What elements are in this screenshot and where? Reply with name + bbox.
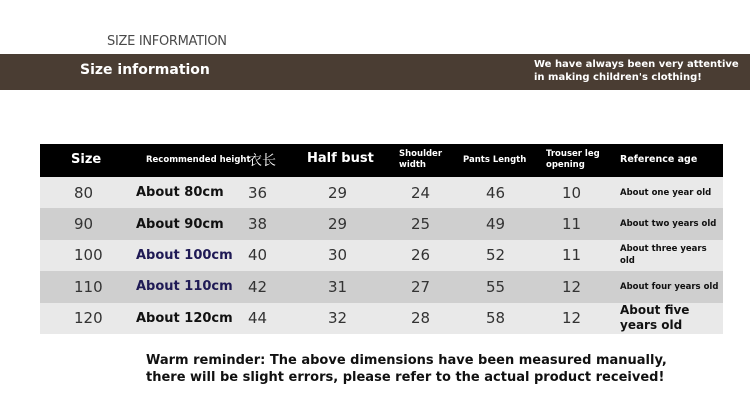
table-row [40,208,723,239]
cell-size: 80 [74,183,94,202]
header-shoulder-line-1: Shoulder [399,149,443,159]
cell-reference-age: About five years old [620,303,690,333]
cell-shoulder: 28 [411,309,431,328]
cell-trouser-leg: 12 [562,309,582,328]
banner-slogan-line-2: in making children's clothing! [534,72,702,83]
cell-half-bust: 32 [328,309,348,328]
cell-garment-length: 36 [248,183,268,202]
header-size: Size [71,152,102,167]
cell-shoulder: 27 [411,277,431,296]
info-banner [0,54,750,90]
header-reference-age: Reference age [620,154,698,165]
cell-half-bust: 31 [328,277,348,296]
warm-reminder [146,352,706,386]
header-trouser-leg-line-2: opening [546,160,585,170]
cell-height: About 110cm [136,279,233,295]
cell-pants-length: 49 [486,215,506,234]
cell-height: About 120cm [136,310,233,326]
warm-reminder-line-1: Warm reminder: The above dimensions have been measured manually, [146,353,667,368]
table-row [40,303,723,334]
cell-garment-length: 38 [248,215,268,234]
cell-size: 100 [74,246,103,265]
banner-title: Size information [80,62,210,78]
cell-trouser-leg: 12 [562,277,582,296]
cell-reference-age: About three years old [620,244,707,267]
cell-trouser-leg: 11 [562,246,582,265]
header-shoulder-line-2: width [399,160,426,170]
banner-slogan-line-1: We have always been very attentive [534,59,739,70]
header-shoulder-width [399,149,449,171]
cell-half-bust: 29 [328,215,348,234]
cell-pants-length: 52 [486,246,506,265]
cell-shoulder: 25 [411,215,431,234]
cell-garment-length: 40 [248,246,268,265]
table-row [40,271,723,302]
cell-reference-age: About two years old [620,219,717,230]
warm-reminder-line-2: there will be slight errors, please refer to the actual product received! [146,370,665,385]
header-garment-length: 衣长 [248,153,276,169]
cell-garment-length: 44 [248,309,268,328]
header-trouser-leg-opening [546,149,606,171]
cell-half-bust: 29 [328,183,348,202]
cell-pants-length: 58 [486,309,506,328]
cell-size: 90 [74,215,94,234]
cell-reference-age: About one year old [620,187,712,198]
table-row [40,240,723,271]
cell-reference-age: About four years old [620,281,719,292]
page-title: SIZE INFORMATION [107,34,227,49]
cell-pants-length: 46 [486,183,506,202]
cell-shoulder: 24 [411,183,431,202]
cell-pants-length: 55 [486,277,506,296]
cell-size: 120 [74,309,103,328]
cell-size: 110 [74,277,103,296]
size-table-header [40,144,723,177]
header-half-bust: Half bust [307,151,374,166]
cell-height: About 80cm [136,185,224,201]
cell-shoulder: 26 [411,246,431,265]
cell-height: About 100cm [136,247,233,263]
banner-slogan [534,58,748,84]
cell-garment-length: 42 [248,277,268,296]
header-pants-length: Pants Length [463,155,527,165]
header-trouser-leg-line-1: Trouser leg [546,149,600,159]
table-row [40,177,723,208]
cell-trouser-leg: 11 [562,215,582,234]
cell-half-bust: 30 [328,246,348,265]
cell-trouser-leg: 10 [562,183,582,202]
cell-height: About 90cm [136,216,224,232]
header-recommended-height: Recommended height [146,155,251,165]
size-table [40,144,723,334]
